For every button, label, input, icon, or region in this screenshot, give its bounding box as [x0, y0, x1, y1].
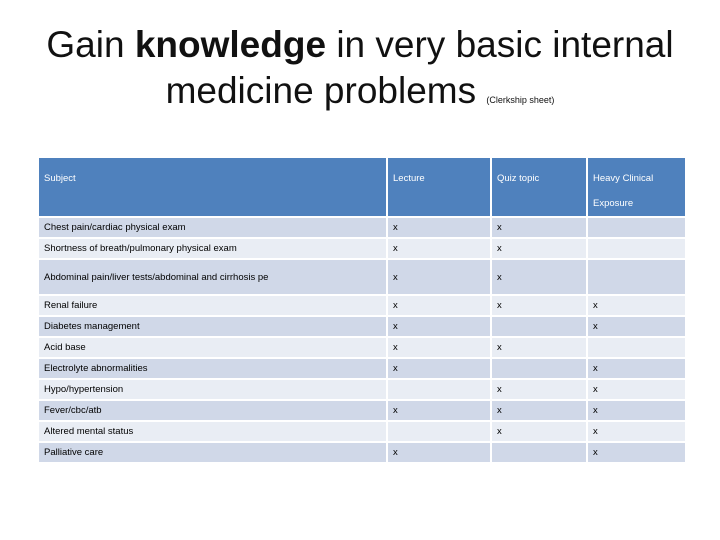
table-row — [38, 295, 686, 316]
quiz-topic-cell: x — [491, 217, 587, 238]
table-row — [38, 400, 686, 421]
subject-cell: Diabetes management — [38, 316, 387, 337]
clinical-exposure-cell — [587, 337, 686, 358]
lecture-cell: x — [387, 316, 491, 337]
header-heavy-clinical-exposure: Heavy Clinical Exposure — [587, 157, 686, 217]
subject-cell: Hypo/hypertension — [38, 379, 387, 400]
clinical-exposure-cell: x — [587, 358, 686, 379]
subject-cell: Electrolyte abnormalities — [38, 358, 387, 379]
lecture-cell: x — [387, 259, 491, 295]
clinical-exposure-cell: x — [587, 421, 686, 442]
subject-cell: Abdominal pain/liver tests/abdominal and cirrhosis pe — [38, 259, 387, 295]
quiz-topic-cell: x — [491, 379, 587, 400]
subject-cell: Acid base — [38, 337, 387, 358]
title-note: (Clerkship sheet) — [486, 95, 555, 105]
table-row — [38, 442, 686, 463]
quiz-topic-cell — [491, 442, 587, 463]
subject-cell: Palliative care — [38, 442, 387, 463]
lecture-cell: x — [387, 400, 491, 421]
lecture-cell: x — [387, 217, 491, 238]
lecture-cell — [387, 421, 491, 442]
subject-cell: Renal failure — [38, 295, 387, 316]
lecture-cell: x — [387, 337, 491, 358]
lecture-cell: x — [387, 238, 491, 259]
table-header-row — [38, 157, 686, 217]
table-row — [38, 217, 686, 238]
quiz-topic-cell: x — [491, 337, 587, 358]
header-lecture: Lecture — [387, 157, 491, 217]
table-row — [38, 259, 686, 295]
clinical-exposure-cell: x — [587, 379, 686, 400]
quiz-topic-cell: x — [491, 238, 587, 259]
page-title — [0, 22, 720, 123]
quiz-topic-cell: x — [491, 295, 587, 316]
table-row — [38, 316, 686, 337]
subject-cell: Shortness of breath/pulmonary physical exam — [38, 238, 387, 259]
quiz-topic-cell: x — [491, 259, 587, 295]
title-line-2: medicine problems (Clerkship sheet) — [165, 70, 555, 111]
subject-cell: Altered mental status — [38, 421, 387, 442]
subject-cell: Chest pain/cardiac physical exam — [38, 217, 387, 238]
table-row — [38, 337, 686, 358]
header-subject: Subject — [38, 157, 387, 217]
header-quiz-topic: Quiz topic — [491, 157, 587, 217]
table-row — [38, 421, 686, 442]
subject-cell: Fever/cbc/atb — [38, 400, 387, 421]
lecture-cell: x — [387, 358, 491, 379]
title-line-1: Gain knowledge in very basic internal — [46, 24, 674, 65]
clinical-exposure-cell — [587, 238, 686, 259]
clerkship-table — [37, 156, 687, 464]
lecture-cell: x — [387, 442, 491, 463]
title-emphasis: knowledge — [134, 24, 327, 65]
clinical-exposure-cell: x — [587, 316, 686, 337]
clinical-exposure-cell — [587, 259, 686, 295]
quiz-topic-cell — [491, 358, 587, 379]
quiz-topic-cell: x — [491, 421, 587, 442]
clinical-exposure-cell: x — [587, 400, 686, 421]
clinical-exposure-cell: x — [587, 295, 686, 316]
table-row — [38, 379, 686, 400]
table-body — [38, 217, 686, 463]
clinical-exposure-cell: x — [587, 442, 686, 463]
table-row — [38, 358, 686, 379]
lecture-cell — [387, 379, 491, 400]
lecture-cell: x — [387, 295, 491, 316]
quiz-topic-cell: x — [491, 400, 587, 421]
clinical-exposure-cell — [587, 217, 686, 238]
table-row — [38, 238, 686, 259]
quiz-topic-cell — [491, 316, 587, 337]
